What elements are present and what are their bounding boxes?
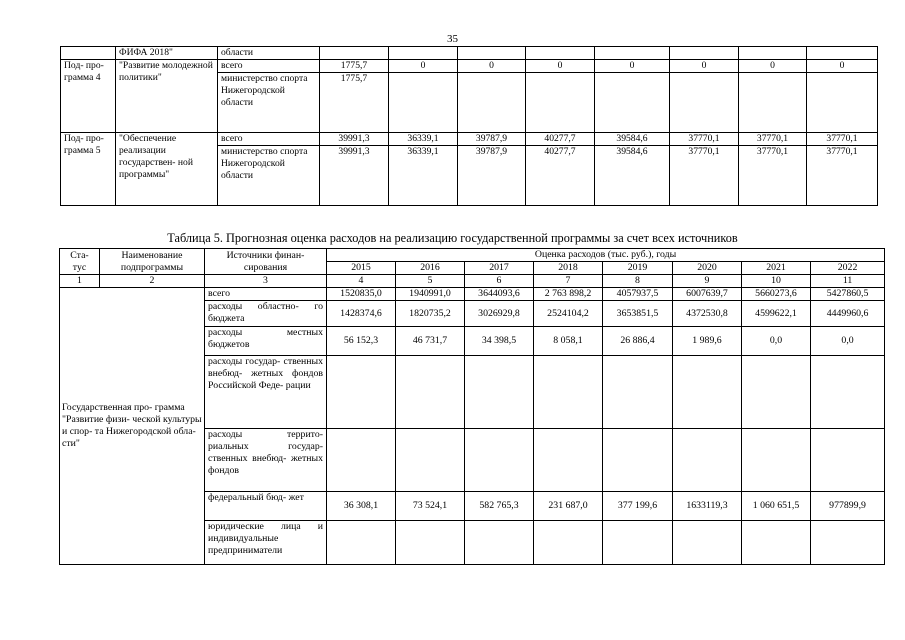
name-header: Наименование подпрограммы xyxy=(100,249,205,275)
value-cell: 4599622,1 xyxy=(742,301,811,327)
year-header: 2018 xyxy=(534,262,603,275)
value-cell: 231 687,0 xyxy=(534,492,603,521)
value-cell xyxy=(595,47,670,60)
value-cell xyxy=(811,356,885,429)
column-number: 11 xyxy=(811,275,885,288)
value-cell: 0 xyxy=(458,60,526,73)
expense-estimate-table xyxy=(59,248,885,565)
column-number: 10 xyxy=(742,275,811,288)
value-cell: 40277,7 xyxy=(526,133,595,146)
year-header: 2016 xyxy=(396,262,465,275)
year-header: 2020 xyxy=(673,262,742,275)
source-cell: области xyxy=(218,47,320,60)
value-cell xyxy=(396,356,465,429)
value-cell xyxy=(603,521,673,565)
source-cell: всего xyxy=(218,133,320,146)
column-number: 7 xyxy=(534,275,603,288)
value-cell xyxy=(526,47,595,60)
value-cell: 0 xyxy=(807,60,878,73)
value-cell xyxy=(458,47,526,60)
value-cell: 56 152,3 xyxy=(327,327,396,356)
value-cell: 1 989,6 xyxy=(673,327,742,356)
value-cell xyxy=(811,429,885,492)
source-cell: всего xyxy=(205,288,327,301)
value-cell: 4057937,5 xyxy=(603,288,673,301)
value-cell: 5427860,5 xyxy=(811,288,885,301)
column-number: 2 xyxy=(100,275,205,288)
value-cell: 0 xyxy=(526,60,595,73)
value-cell xyxy=(465,521,534,565)
value-cell xyxy=(534,429,603,492)
value-cell: 34 398,5 xyxy=(465,327,534,356)
table-row xyxy=(61,133,878,146)
value-cell: 39787,9 xyxy=(458,133,526,146)
value-cell: 1940991,0 xyxy=(396,288,465,301)
value-cell: 377 199,6 xyxy=(603,492,673,521)
column-number: 8 xyxy=(603,275,673,288)
status-cell: Под- про- грамма 4 xyxy=(61,60,116,133)
value-cell: 37770,1 xyxy=(807,146,878,206)
source-cell: расходы государ- ственных внебюд- жетных фондов Российской Феде- рации xyxy=(205,356,327,429)
table-row xyxy=(61,60,878,73)
value-cell: 40277,7 xyxy=(526,146,595,206)
table-row xyxy=(61,47,878,60)
source-cell: юридические лица и индивидуальные предприниматели xyxy=(205,521,327,565)
year-header: 2017 xyxy=(465,262,534,275)
value-cell xyxy=(396,521,465,565)
source-cell: министерство спорта Нижегородской области xyxy=(218,73,320,133)
value-cell xyxy=(465,356,534,429)
value-cell xyxy=(603,429,673,492)
value-cell xyxy=(327,356,396,429)
value-cell: 0,0 xyxy=(742,327,811,356)
table-row xyxy=(60,249,885,262)
value-cell xyxy=(739,73,807,133)
source-cell: всего xyxy=(218,60,320,73)
value-cell: 2 763 898,2 xyxy=(534,288,603,301)
value-cell: 6007639,7 xyxy=(673,288,742,301)
value-cell: 1633119,3 xyxy=(673,492,742,521)
column-number: 5 xyxy=(396,275,465,288)
table-row xyxy=(60,288,885,301)
value-cell: 39991,3 xyxy=(320,133,389,146)
value-cell: 0,0 xyxy=(811,327,885,356)
table-row xyxy=(60,275,885,288)
value-cell xyxy=(327,429,396,492)
value-cell: 36339,1 xyxy=(389,133,458,146)
value-cell: 2524104,2 xyxy=(534,301,603,327)
year-header: 2015 xyxy=(327,262,396,275)
subprogram-name-cell: "Развитие молодежной политики" xyxy=(116,60,218,133)
value-cell: 5660273,6 xyxy=(742,288,811,301)
value-cell: 73 524,1 xyxy=(396,492,465,521)
value-cell: 0 xyxy=(595,60,670,73)
value-cell xyxy=(534,356,603,429)
value-cell xyxy=(742,521,811,565)
value-cell: 0 xyxy=(739,60,807,73)
status-cell: Под- про- грамма 5 xyxy=(61,133,116,206)
value-cell xyxy=(396,429,465,492)
value-cell xyxy=(389,47,458,60)
year-header: 2019 xyxy=(603,262,673,275)
column-number: 6 xyxy=(465,275,534,288)
value-cell: 37770,1 xyxy=(807,133,878,146)
subprogram-name-cell: "Обеспечение реализации государствен- ной программы" xyxy=(116,133,218,206)
value-cell: 39991,3 xyxy=(320,146,389,206)
continued-table xyxy=(60,46,878,206)
value-cell xyxy=(673,521,742,565)
table-caption: Таблица 5. Прогнозная оценка расходов на реализацию государственной программы за счет всех источников xyxy=(167,231,738,245)
value-cell xyxy=(327,521,396,565)
value-cell: 1775,7 xyxy=(320,73,389,133)
value-cell xyxy=(526,73,595,133)
value-cell: 1820735,2 xyxy=(396,301,465,327)
value-cell: 36339,1 xyxy=(389,146,458,206)
value-cell xyxy=(670,73,739,133)
value-cell: 3653851,5 xyxy=(603,301,673,327)
value-cell xyxy=(739,47,807,60)
page-number: 35 xyxy=(447,33,458,45)
year-header: 2021 xyxy=(742,262,811,275)
value-cell xyxy=(534,521,603,565)
source-cell: федеральный бюд- жет xyxy=(205,492,327,521)
value-cell: 1520835,0 xyxy=(327,288,396,301)
status-cell xyxy=(61,47,116,60)
value-cell xyxy=(673,429,742,492)
program-name-cell: Государственная про- грамма "Развитие физи- ческой культуры и спор- та Нижегородской обла- сти" xyxy=(60,288,205,565)
value-cell: 582 765,3 xyxy=(465,492,534,521)
value-cell: 977899,9 xyxy=(811,492,885,521)
value-cell xyxy=(458,73,526,133)
value-cell xyxy=(807,47,878,60)
source-cell: министерство спорта Нижегородской области xyxy=(218,146,320,206)
value-cell xyxy=(673,356,742,429)
column-number: 3 xyxy=(205,275,327,288)
source-header: Источники финан- сирования xyxy=(205,249,327,275)
value-cell: 0 xyxy=(389,60,458,73)
value-cell: 39584,6 xyxy=(595,146,670,206)
value-cell: 39584,6 xyxy=(595,133,670,146)
value-cell: 3644093,6 xyxy=(465,288,534,301)
value-cell: 1428374,6 xyxy=(327,301,396,327)
value-cell: 26 886,4 xyxy=(603,327,673,356)
value-cell xyxy=(595,73,670,133)
estimate-header: Оценка расходов (тыс. руб.), годы xyxy=(327,249,885,262)
value-cell: 37770,1 xyxy=(739,146,807,206)
source-cell: расходы террито- риальных государ- ственных внебюд- жетных фондов xyxy=(205,429,327,492)
value-cell xyxy=(742,356,811,429)
value-cell xyxy=(807,73,878,133)
value-cell: 4372530,8 xyxy=(673,301,742,327)
column-number: 4 xyxy=(327,275,396,288)
value-cell: 8 058,1 xyxy=(534,327,603,356)
value-cell: 3026929,8 xyxy=(465,301,534,327)
source-cell: расходы местных бюджетов xyxy=(205,327,327,356)
value-cell: 39787,9 xyxy=(458,146,526,206)
value-cell: 0 xyxy=(670,60,739,73)
value-cell xyxy=(389,73,458,133)
value-cell xyxy=(742,429,811,492)
value-cell: 1 060 651,5 xyxy=(742,492,811,521)
value-cell xyxy=(465,429,534,492)
value-cell: 37770,1 xyxy=(670,146,739,206)
status-header: Ста- тус xyxy=(60,249,100,275)
column-number: 9 xyxy=(673,275,742,288)
column-number: 1 xyxy=(60,275,100,288)
value-cell: 4449960,6 xyxy=(811,301,885,327)
source-cell: расходы областно- го бюджета xyxy=(205,301,327,327)
value-cell xyxy=(670,47,739,60)
subprogram-name-cell: ФИФА 2018" xyxy=(116,47,218,60)
value-cell: 36 308,1 xyxy=(327,492,396,521)
value-cell xyxy=(811,521,885,565)
value-cell xyxy=(320,47,389,60)
value-cell xyxy=(603,356,673,429)
year-header: 2022 xyxy=(811,262,885,275)
value-cell: 37770,1 xyxy=(739,133,807,146)
value-cell: 1775,7 xyxy=(320,60,389,73)
value-cell: 37770,1 xyxy=(670,133,739,146)
value-cell: 46 731,7 xyxy=(396,327,465,356)
